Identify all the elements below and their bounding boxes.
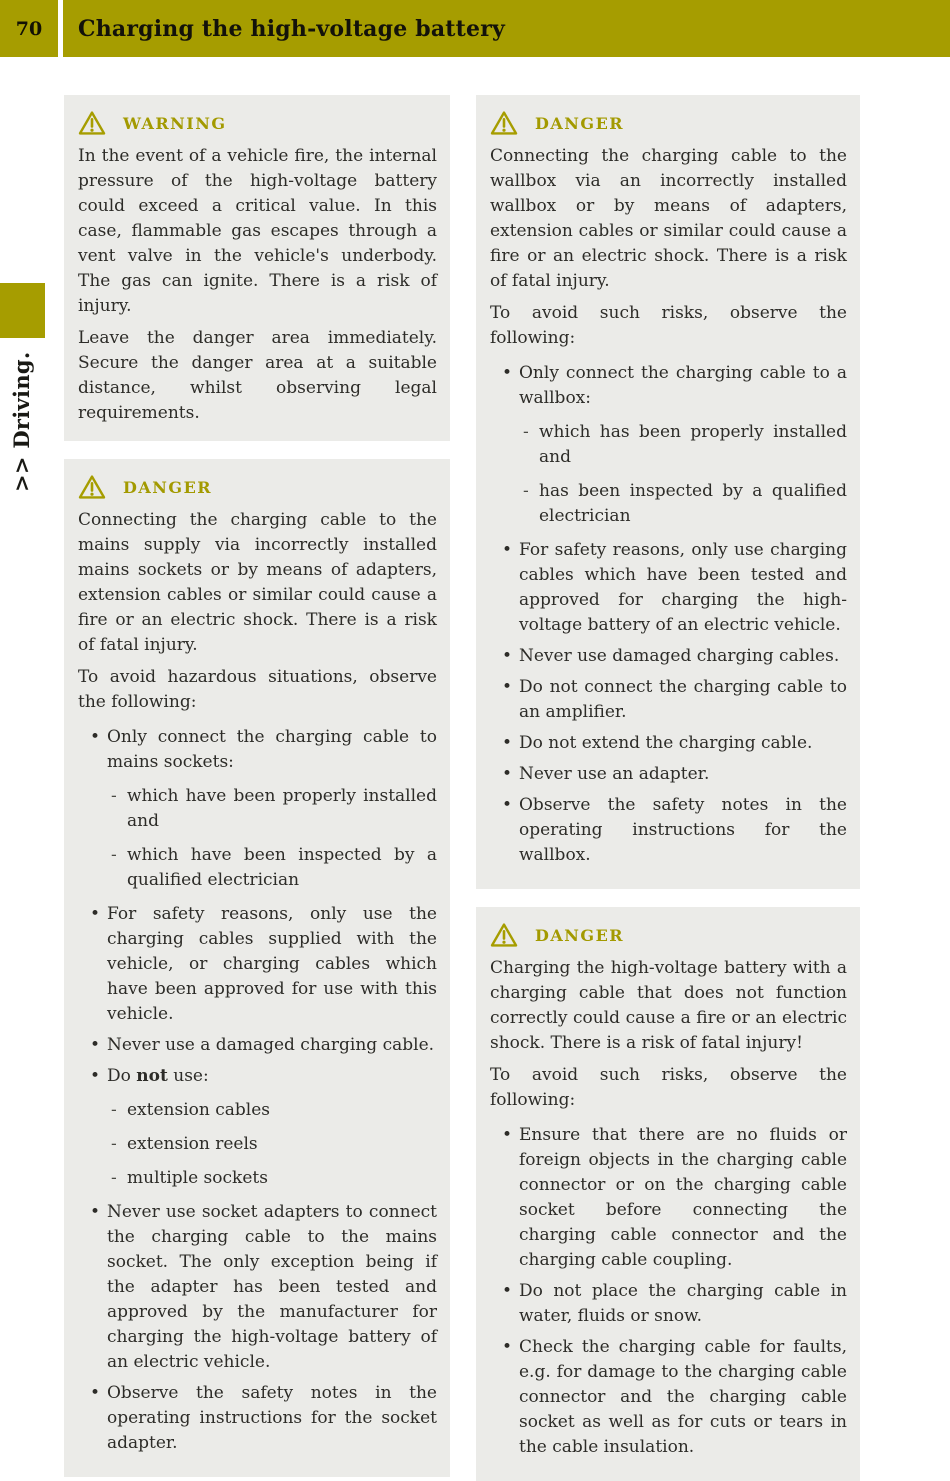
paragraph: In the event of a vehicle fire, the internal pressure of the high-voltage battery could exceed a critical value. In this case, flammable gas escapes through a vent valve in the vehicle's underbody. The gas can ignite. There is a risk of injury. [78, 146, 437, 316]
sub-list-item: - multiple sockets [78, 1166, 437, 1191]
sub-list-item: - which has been properly installed and [490, 420, 847, 470]
paragraph: Connecting the charging cable to the mains supply via incorrectly installed mains sockets or by means of adapters, extension cables or similar could cause a fire or an electric shock. There is a risk of fatal injury. [78, 510, 437, 655]
severity-label: WARNING [123, 113, 227, 133]
paragraph: Connecting the charging cable to the wallbox via an incorrectly installed wallbox or by means of adapters, extension cables or similar could cause a fire or an electric shock. There is a risk of fatal injury. [490, 146, 847, 291]
box-heading [490, 922, 847, 948]
sub-list-item: - which have been inspected by a qualified electrician [78, 843, 437, 893]
danger-box [476, 95, 860, 889]
box-heading [490, 110, 847, 136]
right-column [476, 95, 860, 1481]
warning-triangle-icon [490, 110, 518, 136]
list-item: • Never use damaged charging cables. [490, 644, 847, 669]
paragraph: Leave the danger area immediately. Secure the danger area at a suitable distance, whilst observing legal requirements. [78, 328, 437, 423]
page-title: Charging the high-voltage battery [78, 15, 506, 42]
chapter-tab-label: >> Driving. [9, 351, 34, 492]
sub-list-item: - extension cables [78, 1098, 437, 1123]
severity-label: DANGER [123, 477, 213, 497]
list-item: • For safety reasons, only use charging cables which have been tested and approved for charging the high-voltage battery of an electric vehicle. [490, 538, 847, 638]
page-number: 70 [0, 0, 63, 57]
list-item: • Never use socket adapters to connect the charging cable to the mains socket. The only exception being if the adapter has been tested and approved by the manufacturer for charging the high-voltage battery of an electric vehicle. [78, 1200, 437, 1375]
list-item: • Do not place the charging cable in water, fluids or snow. [490, 1279, 847, 1329]
danger-box [476, 907, 860, 1481]
list-item: • Only connect the charging cable to mains sockets: [78, 725, 437, 775]
box-heading [78, 110, 437, 136]
list-item: • Do not use: [78, 1064, 437, 1089]
list-item: • Observe the safety notes in the operating instructions for the socket adapter. [78, 1381, 437, 1456]
bullet-list [490, 1123, 847, 1460]
list-item: • Observe the safety notes in the operating instructions for the wallbox. [490, 793, 847, 868]
list-item: • Do not connect the charging cable to an amplifier. [490, 675, 847, 725]
box-heading [78, 474, 437, 500]
chapter-tab-marker [0, 283, 45, 338]
page-header [0, 0, 950, 57]
list-item: • Do not extend the charging cable. [490, 731, 847, 756]
left-column [64, 95, 450, 1477]
list-item: • Never use a damaged charging cable. [78, 1033, 437, 1058]
list-item: • Never use an adapter. [490, 762, 847, 787]
sub-list-item: - has been inspected by a qualified electrician [490, 479, 847, 529]
paragraph: Charging the high-voltage battery with a charging cable that does not function correctly could cause a fire or an electric shock. There is a risk of fatal injury! [490, 958, 847, 1053]
warning-triangle-icon [78, 110, 106, 136]
danger-box [64, 459, 450, 1477]
sub-list-item: - which have been properly installed and [78, 784, 437, 834]
sub-list-item: - extension reels [78, 1132, 437, 1157]
severity-label: DANGER [535, 113, 625, 133]
warning-triangle-icon [490, 922, 518, 948]
warning-box [64, 95, 450, 441]
warning-triangle-icon [78, 474, 106, 500]
list-item: • For safety reasons, only use the charging cables supplied with the vehicle, or charging cables which have been approved for use with this vehicle. [78, 902, 437, 1027]
list-item: • Check the charging cable for faults, e.g. for damage to the charging cable connector and the charging cable socket as well as for cuts or tears in the cable insulation. [490, 1335, 847, 1460]
bullet-list [78, 725, 437, 1456]
list-item: • Only connect the charging cable to a wallbox: [490, 361, 847, 411]
paragraph: To avoid such risks, observe the following: [490, 1065, 847, 1110]
list-item: • Ensure that there are no fluids or foreign objects in the charging cable connector or on the charging cable socket before connecting the charging cable connector and the charging cable coupling. [490, 1123, 847, 1273]
paragraph: To avoid hazardous situations, observe the following: [78, 667, 437, 712]
severity-label: DANGER [535, 925, 625, 945]
paragraph: To avoid such risks, observe the following: [490, 303, 847, 348]
bullet-list [490, 361, 847, 868]
